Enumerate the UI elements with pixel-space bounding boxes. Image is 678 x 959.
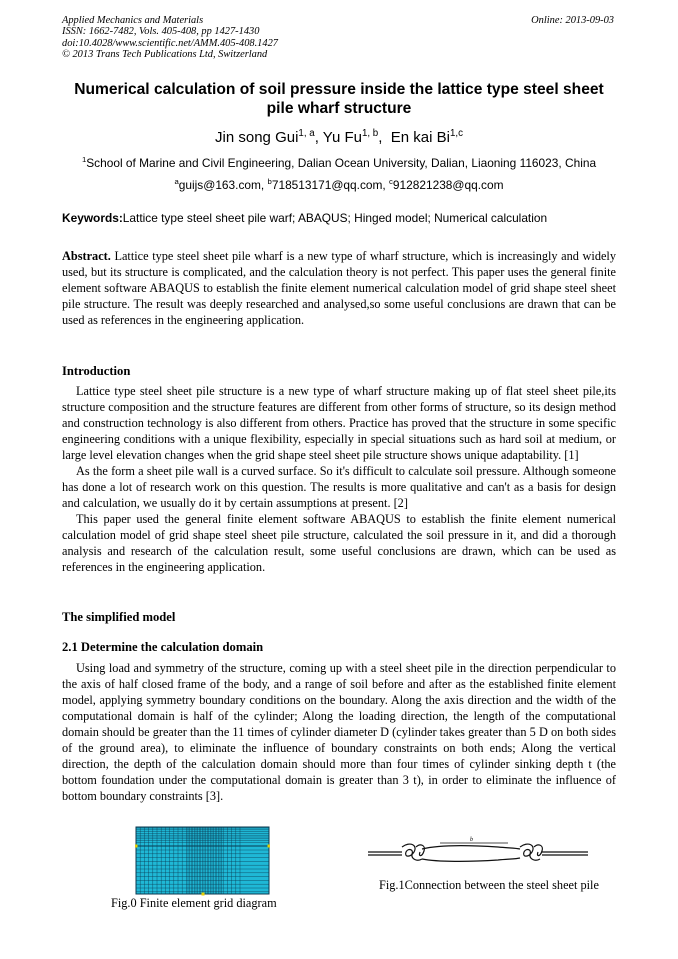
email-mark: a [174, 177, 179, 187]
calculation-domain-body [62, 660, 616, 804]
paragraph: As the form a sheet pile wall is a curved surface. So it's difficult to calculate soil pressure. Although someone has done a lot of research work on this question. The results is more qualitative and can't as a basis for design and calculation, we usually do it by certain assumptions at present. [2] [62, 464, 616, 510]
keywords-label: Keywords: [62, 211, 123, 225]
finite-element-grid-figure [135, 826, 270, 896]
doi-line: doi:10.4028/www.scientific.net/AMM.405-408.1427 [62, 37, 278, 49]
copyright-line: © 2013 Trans Tech Publications Ltd, Switzerland [62, 49, 268, 61]
paragraph: This paper used the general finite element software ABAQUS to establish the finite element numerical calculation model of grid shape steel sheet pile structure, calculated the soil pressure in it, and did a thorough analysis and research of the calculation result, some useful conclusions are drawn, which can be used as references in the engineering application. [62, 512, 616, 574]
email-address: 718513171@qq.com, [271, 178, 390, 192]
keywords-text: Lattice type steel sheet pile warf; ABAQUS; Hinged model; Numerical calculation [122, 211, 548, 225]
author-name: Yu Fu [322, 129, 362, 146]
keywords [62, 210, 616, 226]
paragraph: Lattice type steel sheet pile structure is a new type of wharf structure making up of flat steel sheet pile,its structure composition and the structure features are different from other forms of structure, so its design method and construction technology is also different from others. Practice has proved that the structure in some specific engineering conditions with a unique flexibility, especially in special situations such as hard soil at medium, or large level elevation changes when the grid shape steel sheet pile structure shows unique adaptability. [1] [62, 384, 616, 462]
abstract-label: Abstract. [62, 249, 111, 263]
section-heading-simplified-model: The simplified model [62, 610, 176, 624]
author-list: Jin song Gui$^{1, a}$, Yu Fu$^{1, b}$, En kai Bi$^{1,c}$ [215, 128, 463, 146]
paragraph: Using load and symmetry of the structure, coming up with a steel sheet pile in the direction perpendicular to the axis of half closed frame of the body, and a range of soil before and after as the established finite element model, applying symmetry boundary conditions on the boundary. Along the axis direction and the width of the computational domain is half of the cylinder; Along the loading direction, the length of the computational domain should be greater than the 11 times of cylinder diameter D (cylinder takes greater than 5 D on both sides of the ground area), to eliminate the influence of boundary constraints on both ends; Along the vertical direction, the depth of the calculation domain should more than four times of cylinder sinking depth t (the bottom foundation under the computational domain is greater than 3 t), in order to eliminate the influence of bottom boundary constraints [3]. [62, 661, 616, 803]
paper-title [62, 80, 616, 118]
abstract-paragraph [62, 248, 616, 328]
email-mark: c [389, 177, 393, 187]
sheet-pile-connection-figure [368, 835, 588, 869]
issn-line: ISSN: 1662-7482, Vols. 405-408, pp 1427-1430 [62, 26, 260, 38]
affiliation [62, 155, 616, 171]
figure-1-caption: Fig.1Connection between the steel sheet pile [379, 878, 599, 892]
journal-name: Applied Mechanics and Materials [62, 15, 204, 26]
affiliation-text: School of Marine and Civil Engineering, Dalian Ocean University, Dalian, Liaoning 116023, China [86, 156, 597, 170]
boundary-marker [268, 845, 271, 848]
author-affiliation-mark: 1,c [449, 128, 463, 139]
author-name: Jin song Gui [215, 129, 299, 146]
email-mark: b [267, 177, 272, 187]
section-heading-introduction: Introduction [62, 364, 131, 378]
introduction-body [62, 383, 616, 575]
abstract [62, 248, 616, 328]
sheet-pile-drawing [368, 843, 588, 861]
affiliation-mark: 1 [81, 155, 87, 165]
author-name: En kai Bi [390, 129, 450, 146]
author-affiliation-mark: 1, a [298, 128, 315, 139]
boundary-marker [135, 845, 138, 848]
email-address: 912821238@qq.com [392, 178, 504, 192]
title-line-1: Numerical calculation of soil pressure inside the lattice type steel sheet [74, 81, 604, 98]
subsection-heading-calculation-domain: 2.1 Determine the calculation domain [62, 640, 264, 654]
title-line-2: pile wharf structure [266, 100, 412, 117]
journal-header [62, 15, 482, 61]
email-address: guijs@163.com, [178, 178, 268, 192]
online-date: Online: 2013-09-03 [531, 15, 614, 26]
dimension-label: b [470, 837, 473, 843]
email-list [62, 177, 616, 193]
figure-0-caption: Fig.0 Finite element grid diagram [111, 896, 277, 910]
author-affiliation-mark: 1, b [361, 128, 379, 139]
abstract-text: Lattice type steel sheet pile wharf is a new type of wharf structure, which is increasingly and widely used, but its structure is complicated, and the calculation theory is not perfect. This paper uses the general finite element software ABAQUS to establish the finite element numerical calculation model of grid shape steel sheet pile structure. The result was deeply researched and analysed,so some useful conclusions are drawn that can be used as references in the engineering application. [62, 249, 616, 327]
